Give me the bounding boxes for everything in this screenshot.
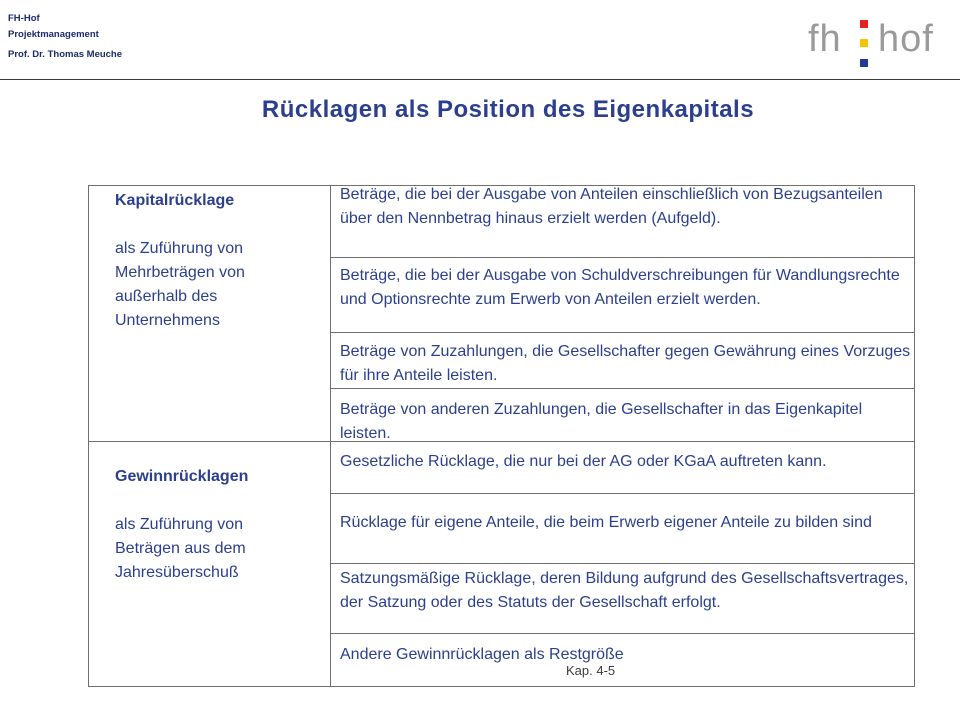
table-cell: Satzungsmäßige Rücklage, deren Bildung aufgrund des Gesellschaftsvertrages, der Satzung oder des Statuts der Gesellschaft erfolgt. — [340, 570, 909, 611]
course-name: Projektmanagement — [8, 29, 99, 40]
row-divider — [330, 257, 915, 258]
group-capital-reserve — [115, 189, 245, 333]
group-heading: Kapitalrücklage — [115, 192, 235, 209]
group-description-line: Mehrbeträgen von — [115, 264, 245, 281]
group-description-line: als Zuführung von — [115, 516, 244, 533]
group-description-line: Unternehmens — [115, 312, 220, 329]
group-heading: Gewinnrücklagen — [115, 468, 249, 485]
logo-text-left: fh — [808, 18, 842, 60]
slide-title: Rücklagen als Position des Eigenkapitals — [261, 96, 755, 123]
row-divider — [330, 332, 915, 333]
table-cell: Rücklage für eigene Anteile, die beim Erwerb eigener Anteile zu bilden sind — [340, 514, 872, 531]
table-cell: Beträge, die bei der Ausgabe von Anteilen einschließlich von Bezugsanteilen über den Nennbetrag hinaus erzielt werden (Aufgeld). — [340, 186, 883, 227]
group-description-line: außerhalb des — [115, 288, 218, 305]
row-divider — [330, 563, 915, 564]
group-description-line: Beträgen aus dem — [115, 540, 246, 557]
logo-text-right: hof — [878, 18, 934, 60]
group-description-line: als Zuführung von — [115, 240, 244, 257]
author-name: Prof. Dr. Thomas Meuche — [8, 49, 123, 60]
logo-red-square — [860, 20, 868, 28]
fh-hof-logo — [808, 18, 948, 68]
school-name: FH-Hof — [8, 13, 40, 24]
table-column-divider — [330, 185, 331, 687]
logo-yellow-square — [860, 39, 868, 47]
table-cell: Gesetzliche Rücklage, die nur bei der AG oder KGaA auftreten kann. — [340, 453, 827, 470]
page-number: Kap. 4-5 — [566, 663, 616, 678]
table-cell: Beträge von anderen Zuzahlungen, die Gesellschafter in das Eigenkapitel leisten. — [340, 401, 863, 442]
logo-blue-square — [860, 59, 868, 67]
table-cell: Beträge von Zuzahlungen, die Gesellschafter gegen Gewährung eines Vorzuges für ihre Anteile leisten. — [340, 343, 911, 384]
table-cell: Andere Gewinnrücklagen als Restgröße — [340, 646, 624, 663]
row-divider — [330, 493, 915, 494]
header-divider — [0, 79, 960, 80]
row-divider — [330, 388, 915, 389]
row-divider — [330, 633, 915, 634]
table-cell: Beträge, die bei der Ausgabe von Schuldverschreibungen für Wandlungsrechte und Optionsrechte zum Erwerb von Anteilen erzielt werden. — [340, 267, 900, 308]
group-revenue-reserves — [115, 465, 248, 585]
group-description-line: Jahresüberschuß — [115, 564, 239, 581]
